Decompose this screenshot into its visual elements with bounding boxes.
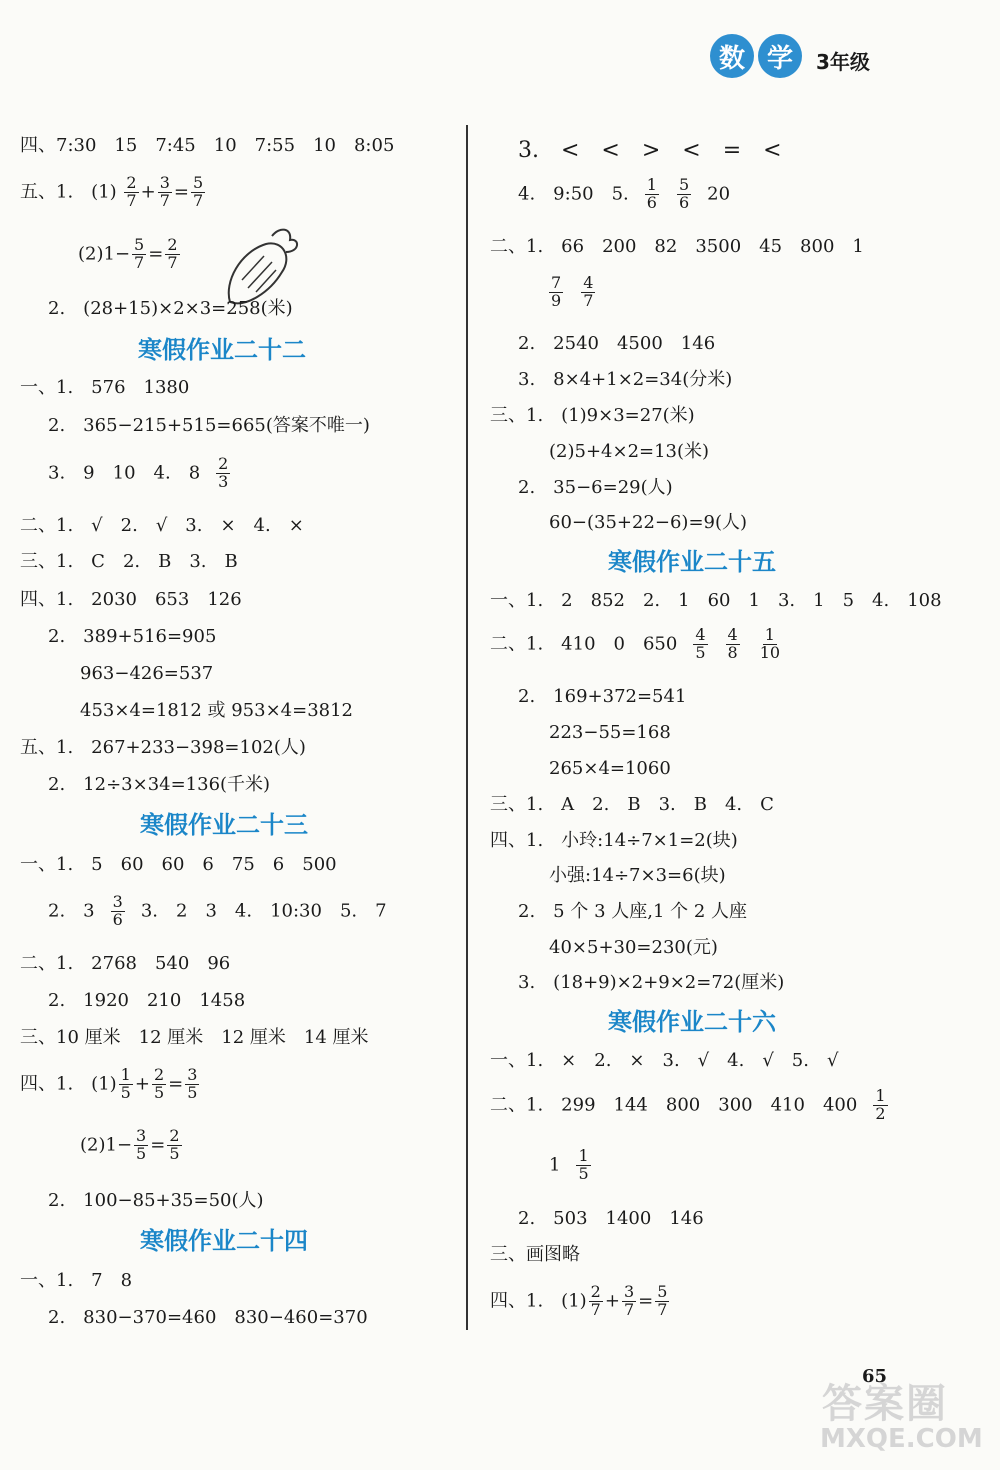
answer-line: 4. 9:50 5. $\frac{1}{6}$ $\frac{5}{6}$ 20 — [518, 175, 731, 212]
fraction: $\frac{3}{7}$ — [159, 173, 170, 210]
section-title: 寒假作业二十四 — [140, 1227, 308, 1255]
fraction: $\frac{1}{6}$ — [646, 175, 657, 212]
fraction: $\frac{3}{7}$ — [623, 1282, 635, 1319]
section-title: 寒假作业二十三 — [140, 811, 308, 839]
answer-line — [547, 275, 597, 310]
fraction: $\frac{2}{7}$ — [590, 1282, 601, 1319]
section-title: 寒假作业二十六 — [608, 1008, 776, 1036]
answer-line: 三、10 厘米 12 厘米 12 厘米 14 厘米 — [20, 1027, 369, 1048]
fraction: $\frac{1}{5}$ — [578, 1146, 589, 1183]
watermark-logo: 答案圈 — [822, 1381, 948, 1427]
answer-line: 2. 2540 4500 146 — [518, 333, 716, 354]
answer-line: 三、画图略 — [490, 1244, 580, 1265]
answer-line: 265×4=1060 — [549, 758, 671, 779]
grade-label: 3年级 — [816, 50, 870, 74]
answer-line: 2. 389+516=905 — [48, 626, 217, 647]
answer-line: 四、7:30 15 7:45 10 7:55 10 8:05 — [20, 135, 395, 156]
fraction: $\frac{2}{5}$ — [153, 1065, 165, 1102]
column-divider — [466, 125, 468, 1330]
watermark-url: MXQE.COM — [820, 1424, 983, 1454]
answer-line: 三、1. A 2. B 3. B 4. C — [490, 794, 774, 815]
section-title: 寒假作业二十五 — [608, 548, 776, 576]
fraction: $\frac{1}{5}$ — [120, 1065, 131, 1102]
fraction: $\frac{4}{8}$ — [727, 625, 738, 662]
answer-line: 2. 100−85+35=50(人) — [48, 1190, 264, 1211]
answer-line: 3. < < > < = < — [518, 138, 782, 163]
answer-line: 三、1. (1)9×3=27(米) — [490, 405, 695, 426]
fraction: $\frac{5}{7}$ — [657, 1282, 668, 1319]
subject-char-2: 学 — [758, 34, 802, 78]
answer-line: 2. 5 个 3 人座,1 个 2 人座 — [518, 901, 748, 922]
answer-line: 60−(35+22−6)=9(人) — [549, 512, 748, 533]
answer-line: 2. 169+372=541 — [518, 686, 687, 707]
answer-line: 二、1. 66 200 82 3500 45 800 1 — [490, 236, 864, 257]
answer-line: 2. 503 1400 146 — [518, 1208, 704, 1229]
answer-line: 二、1. 410 0 650 $\frac{4}{5}$ $\frac{4}{8}$ $\frac{1}{10}$ — [490, 625, 781, 662]
answer-line: 一、1. × 2. × 3. √ 4. √ 5. √ — [490, 1050, 839, 1071]
fraction: $\frac{2}{7}$ — [126, 173, 137, 210]
subject-badge — [710, 34, 802, 78]
fraction: $\frac{3}{5}$ — [136, 1126, 147, 1163]
answer-line: 二、1. 2768 540 96 — [20, 953, 231, 974]
fraction: $\frac{2}{7}$ — [167, 235, 178, 272]
answer-line: 2. (28+15)×2×3=258(米) — [48, 298, 293, 319]
answer-line: 40×5+30=230(元) — [549, 937, 718, 958]
answer-line: 3. 8×4+1×2=34(分米) — [518, 369, 733, 390]
page-number: 65 — [862, 1366, 888, 1387]
fraction: $\frac{7}{9}$ — [551, 273, 562, 310]
fraction: $\frac{1}{10}$ — [759, 625, 781, 662]
answer-line: (2)1− $\frac{5}{7}$ = $\frac{2}{7}$ — [78, 235, 178, 272]
fraction: $\frac{4}{5}$ — [695, 625, 706, 662]
answer-line: 一、1. 7 8 — [20, 1270, 133, 1291]
answer-line: 四、1. 2030 653 126 — [20, 589, 242, 610]
fraction: $\frac{5}{6}$ — [678, 175, 690, 212]
answer-line: 3. (18+9)×2+9×2=72(厘米) — [518, 972, 785, 993]
answer-line: 五、1. 267+233−398=102(人) — [20, 737, 306, 758]
answer-line: 四、1. 小玲:14÷7×1=2(块) — [490, 830, 738, 851]
fraction: $\frac{3}{6}$ — [112, 892, 123, 929]
answer-line: 963−426=537 — [80, 663, 214, 684]
answer-line: 四、1. (1) $\frac{1}{5}$ + $\frac{2}{5}$ = $\frac{3}{5}$ — [20, 1065, 198, 1102]
fraction: $\frac{2}{3}$ — [218, 454, 229, 491]
answer-line: 三、1. C 2. B 3. B — [20, 551, 238, 572]
answer-line: 453×4=1812 或 953×4=3812 — [80, 700, 354, 721]
fraction: $\frac{5}{7}$ — [192, 173, 204, 210]
answer-line: 四、1. (1) $\frac{2}{7}$ + $\frac{3}{7}$ = $\frac{5}{7}$ — [490, 1282, 668, 1319]
fraction: $\frac{1}{2}$ — [875, 1086, 886, 1123]
fraction: $\frac{2}{5}$ — [169, 1126, 180, 1163]
answer-line: (2)1− $\frac{3}{5}$ = $\frac{2}{5}$ — [80, 1126, 180, 1163]
answer-line: 2. 35−6=29(人) — [518, 477, 673, 498]
answer-line: 二、1. 299 144 800 300 410 400 $\frac{1}{2}$ — [490, 1086, 886, 1123]
answer-line: 一、1. 576 1380 — [20, 377, 190, 398]
subject-char-1: 数 — [710, 34, 754, 78]
answer-line: 3. 9 10 4. 8 $\frac{2}{3}$ — [48, 454, 229, 491]
fraction: $\frac{3}{5}$ — [187, 1065, 198, 1102]
answer-line: 2. 12÷3×34=136(千米) — [48, 774, 271, 795]
answer-line: 2. 1920 210 1458 — [48, 990, 246, 1011]
answer-line: 一、1. 2 852 2. 1 60 1 3. 1 5 4. 108 — [490, 590, 942, 611]
answer-line: 1 $\frac{1}{5}$ — [549, 1146, 589, 1183]
answer-line: 2. 365−215+515=665(答案不唯一) — [48, 415, 370, 436]
fraction: $\frac{4}{7}$ — [583, 273, 594, 310]
answer-line: 小强:14÷7×3=6(块) — [549, 865, 726, 886]
answer-line: 223−55=168 — [549, 722, 671, 743]
section-title: 寒假作业二十二 — [138, 336, 306, 364]
answer-line: 2. 830−370=460 830−460=370 — [48, 1307, 368, 1328]
answer-line: (2)5+4×2=13(米) — [549, 441, 710, 462]
fraction: $\frac{5}{7}$ — [134, 235, 145, 272]
answer-line: 一、1. 5 60 60 6 75 6 500 — [20, 854, 337, 875]
answer-line: 二、1. √ 2. √ 3. × 4. × — [20, 515, 304, 536]
answer-line: 2. 3 $\frac{3}{6}$ 3. 2 3 4. 10:30 5. 7 — [48, 892, 387, 929]
answer-line: 五、1. (1) $\frac{2}{7}$ + $\frac{3}{7}$ = $\frac{5}{7}$ — [20, 173, 204, 210]
